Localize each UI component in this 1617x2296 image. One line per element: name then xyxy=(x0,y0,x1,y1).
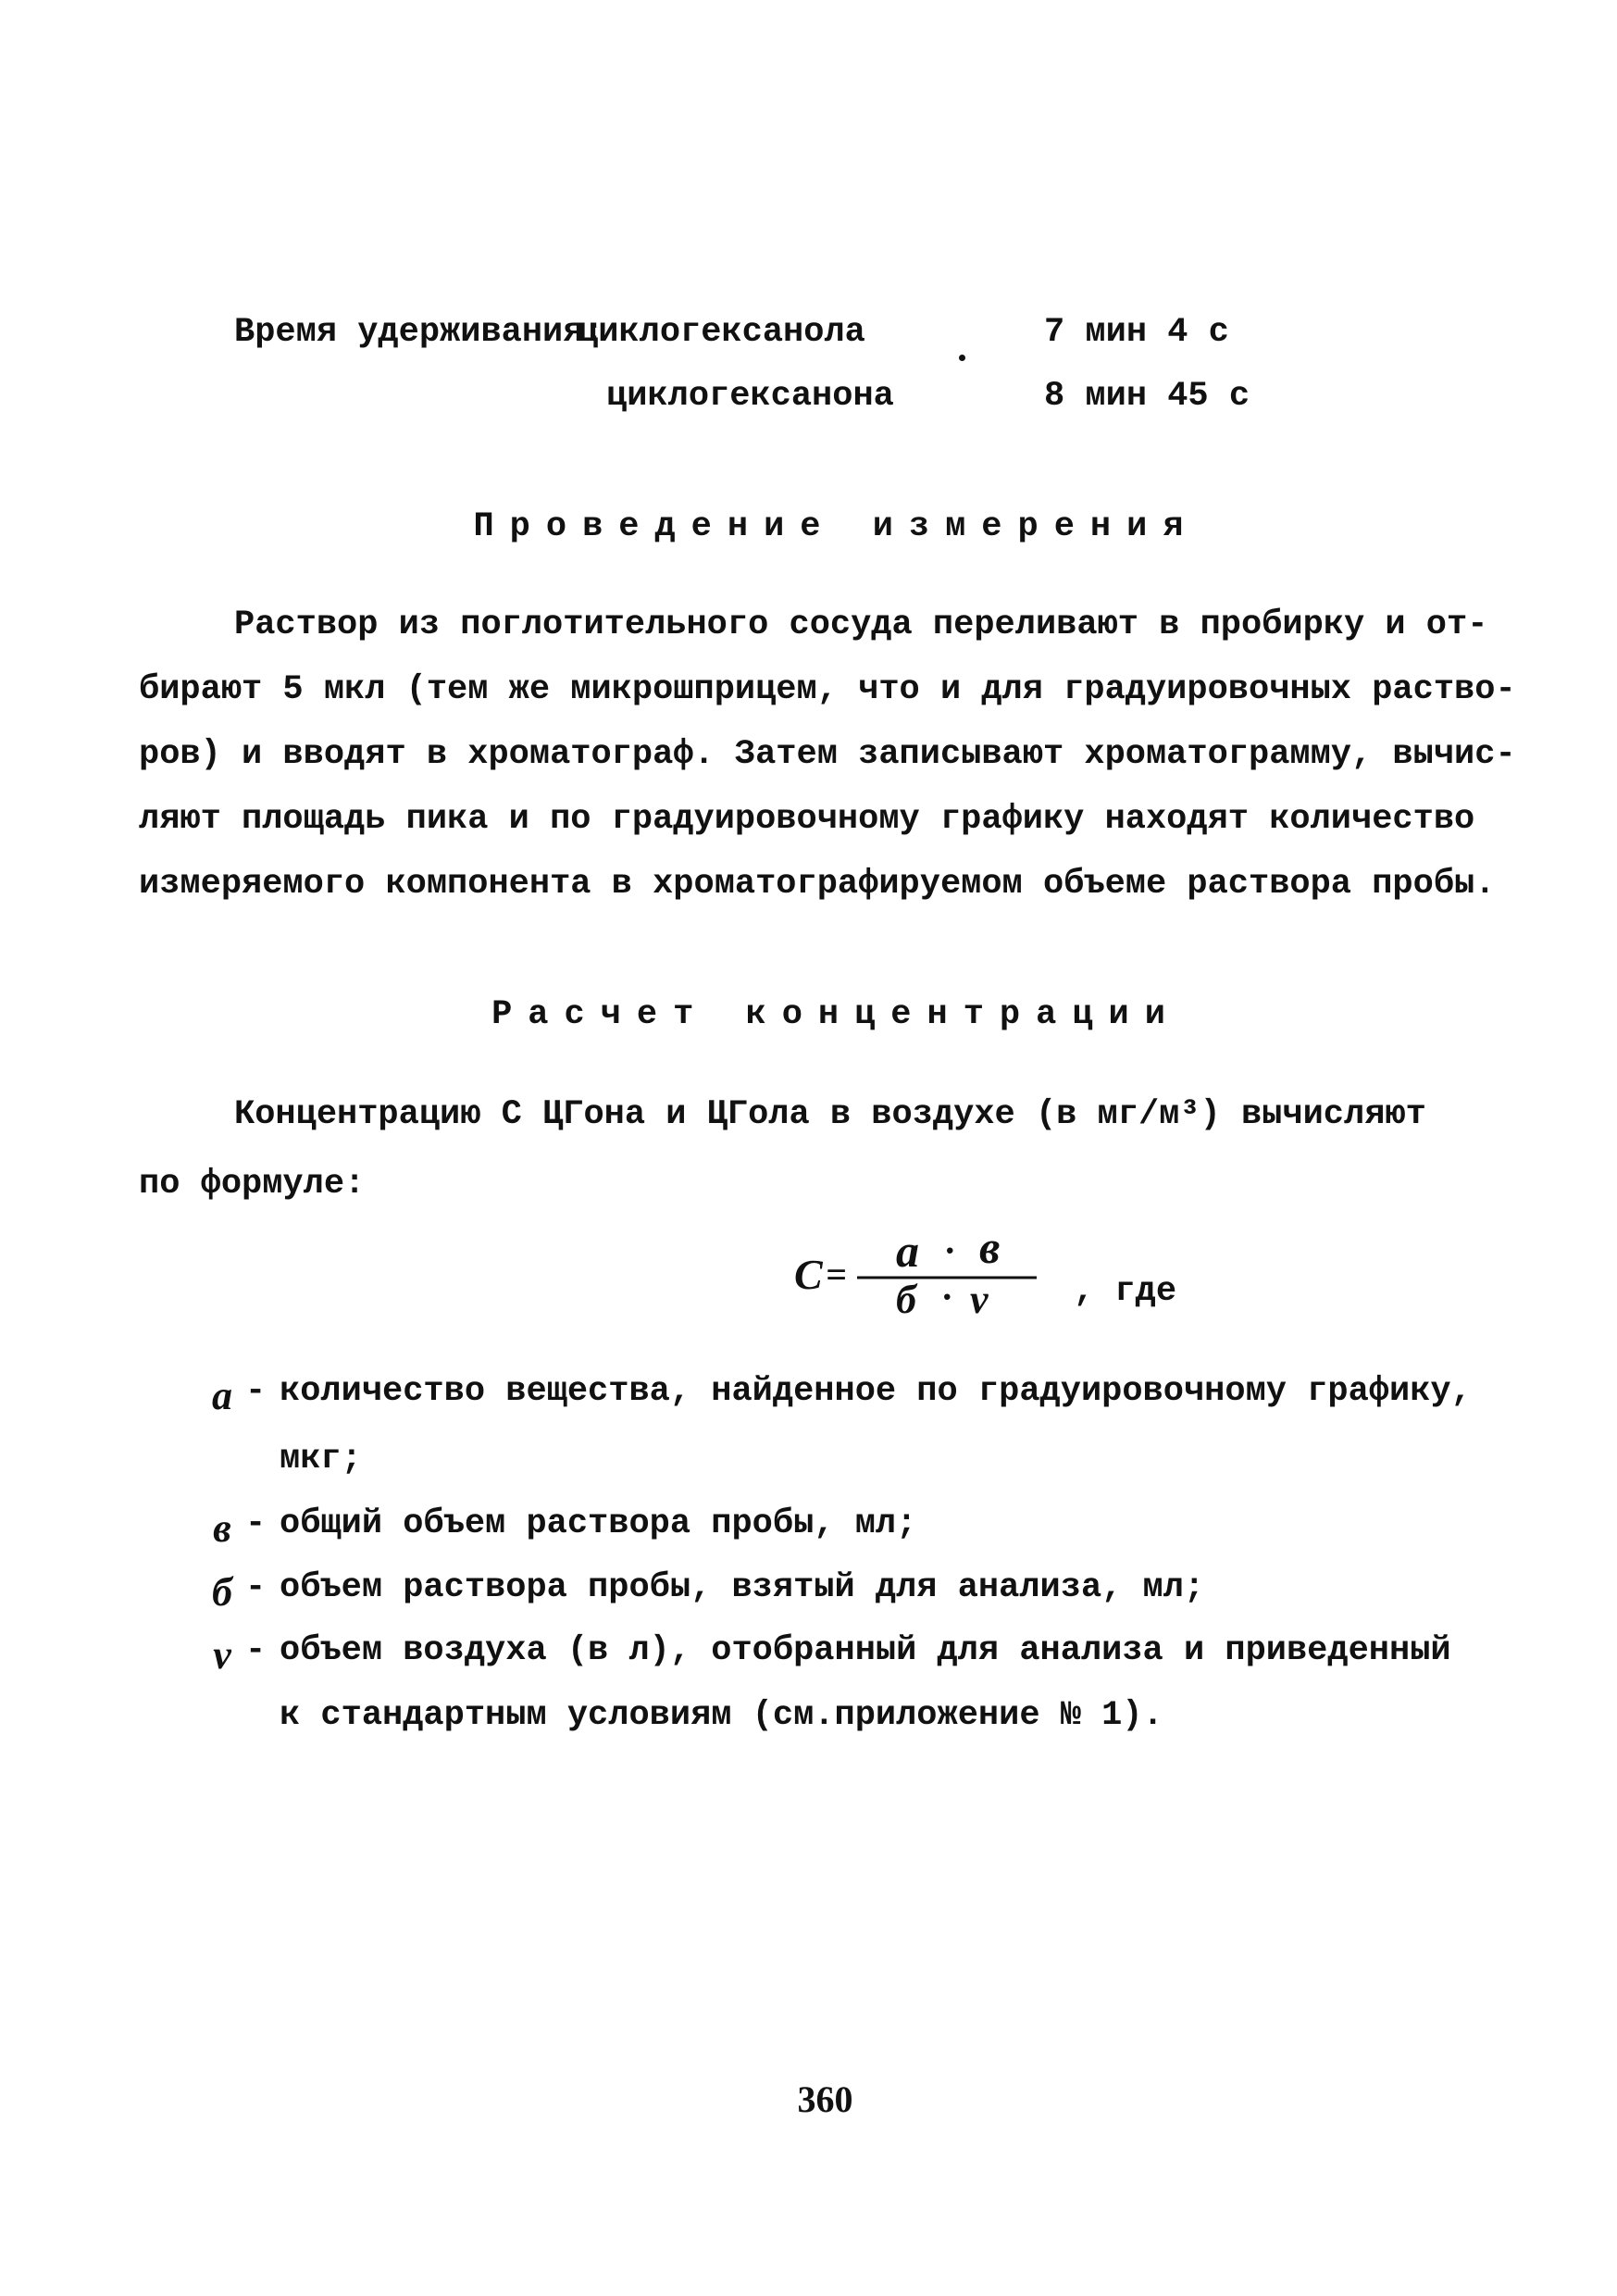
legend-text-continued: мкг; xyxy=(280,1440,362,1479)
formula-denominator-b: v xyxy=(970,1277,989,1322)
legend-symbol: в xyxy=(213,1505,231,1551)
formula-denominator-dot: · xyxy=(942,1276,952,1317)
legend-symbol: б xyxy=(212,1569,232,1615)
paragraph-line: Раствор из поглотительного сосуда переливают в пробирку и от- xyxy=(234,605,1488,644)
legend-dash: - xyxy=(245,1504,267,1543)
legend-text: количество вещества, найденное по градуировочному графику, xyxy=(280,1372,1472,1411)
formula-numerator-dot: · xyxy=(945,1229,954,1271)
formula-lhs: С xyxy=(794,1251,823,1298)
paragraph-line: измеряемого компонента в хроматографируемом объеме раствора пробы. xyxy=(139,865,1496,904)
legend-dash: - xyxy=(245,1631,267,1670)
cyclohexanol-time: 7 мин 4 с xyxy=(1044,313,1229,352)
formula-numerator-a: a xyxy=(896,1225,919,1277)
cyclohexanol-label: циклогексанола xyxy=(578,313,865,352)
legend-dash: - xyxy=(245,1372,267,1411)
formula-where: , где xyxy=(1074,1272,1177,1311)
legend-text: общий объем раствора пробы, мл; xyxy=(280,1504,917,1543)
legend-symbol: v xyxy=(213,1632,231,1678)
page-number: 360 xyxy=(797,2078,853,2120)
formula-denominator-a: б xyxy=(896,1277,916,1322)
section-heading-calculation: Расчет концентрации xyxy=(491,995,1181,1034)
legend-text-continued: к стандартным условиям (см.приложение № 1). xyxy=(280,1696,1163,1735)
formula-equals: = xyxy=(826,1254,847,1295)
legend-symbol: a xyxy=(212,1373,232,1418)
legend-dash: - xyxy=(245,1568,267,1607)
retention-label: Время удерживания: xyxy=(234,313,604,352)
legend-text: объем раствора пробы, взятый для анализа, мл; xyxy=(280,1568,1205,1607)
cyclohexanone-label: циклогексанона xyxy=(606,377,894,416)
concentration-intro-line: по формуле: xyxy=(139,1165,366,1204)
formula-numerator-b: в xyxy=(979,1222,1001,1273)
paragraph-line: ляют площадь пика и по градуировочному графику находят количество xyxy=(139,800,1475,839)
section-heading-measurement: Проведение измерения xyxy=(473,507,1200,546)
stray-dot xyxy=(959,355,965,361)
paragraph-line: ров) и вводят в хроматограф. Затем записывают хроматограмму, вычис- xyxy=(139,735,1516,774)
paragraph-line: бирают 5 мкл (тем же микрошприцем, что и для градуировочных раство- xyxy=(139,670,1516,709)
concentration-intro-line: Концентрацию С ЦГона и ЦГола в воздухе (в мг/м³) вычисляют xyxy=(234,1095,1426,1134)
legend-text: объем воздуха (в л), отобранный для анализа и приведенный xyxy=(280,1631,1451,1670)
cyclohexanone-time: 8 мин 45 с xyxy=(1044,377,1250,416)
